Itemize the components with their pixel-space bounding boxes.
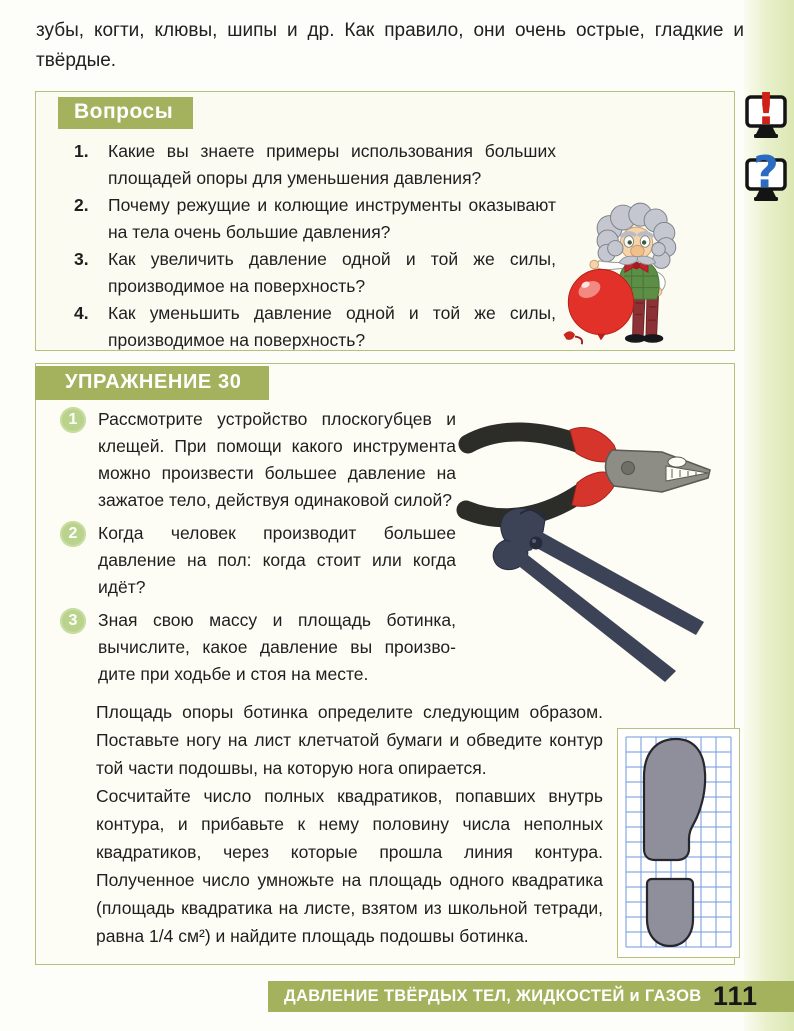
question-number: 3. xyxy=(74,249,89,269)
question-item xyxy=(74,138,566,192)
shoe xyxy=(642,334,663,343)
pliers xyxy=(466,428,710,518)
exercise-item xyxy=(60,607,456,688)
question-text: Почему режущие и колющие инструменты оказывают на тела очень большие давления? xyxy=(108,195,556,242)
footprint-grid-figure xyxy=(617,728,740,958)
nose xyxy=(631,245,644,257)
question-item xyxy=(74,192,566,246)
exercise-header: УПРАЖНЕНИЕ 30 xyxy=(35,366,269,400)
svg-text:!: ! xyxy=(755,84,777,135)
intro-paragraph: зубы, когти, клювы, шипы и др. Как правило, они очень острые, гладкие и твёрдые. xyxy=(36,20,744,71)
question-text: Как уменьшить давление одной и той же силы, производимое на поверхность? xyxy=(108,303,556,350)
exercise-item-text: Зная свою массу и площадь ботинка, вычислите, какое давление вы производите при ходьбе и стоя на месте. xyxy=(98,610,456,684)
question-text: Какие вы знаете примеры использования больших площадей опоры для уменьшения давления? xyxy=(108,141,556,188)
questions-box xyxy=(35,91,735,351)
exercise-box xyxy=(35,363,735,965)
question-monitor-icon xyxy=(744,147,788,205)
question-text: Как увеличить давление одной и той же силы, производимое на поверхность? xyxy=(108,249,556,296)
question-item xyxy=(74,246,566,300)
question-number: 1. xyxy=(74,141,89,161)
alert-monitor-icon xyxy=(744,84,788,142)
red-balloon xyxy=(568,269,633,340)
scientist-with-balloon-illustration xyxy=(550,207,696,349)
exercise-items xyxy=(60,406,456,694)
pliers-and-pincers-photo xyxy=(450,392,742,692)
footer-bar xyxy=(268,981,794,1012)
deflated-balloon xyxy=(564,331,583,344)
exercise-item xyxy=(60,520,456,601)
heel-shape xyxy=(647,879,693,946)
exercise-item-text: Когда человек производит большее давление на пол: когда стоит или когда идёт? xyxy=(98,523,456,597)
item-number-badge: 1 xyxy=(60,407,86,433)
paragraph: Площадь опоры ботинка определите следующим образом. Поставьте ногу на лист клетчатой бумаги и обведите контур той части подошвы, на которую нога опирается. xyxy=(96,702,603,778)
question-number: 4. xyxy=(74,303,89,323)
exercise-paragraphs xyxy=(96,698,740,964)
pants xyxy=(633,295,659,335)
footprint-on-grid xyxy=(618,729,739,957)
question-number: 2. xyxy=(74,195,89,215)
paragraph: Сосчитайте число полных квадратиков, попавших внутрь контура, и прибавьте к нему половину числа неполных квадратиков, через которые прошла линия контура. Полученное число умножьте на площадь одного квадратика (площадь квадратика на листе, взятом из школьной тетради, равна 1/4 см²) и найдите площадь подошвы ботинка. xyxy=(96,786,603,946)
item-number-badge: 3 xyxy=(60,608,86,634)
exercise-item-text: Рассмотрите устройство плоскогубцев и клещей. При помощи какого инструмента можно произвести большее давление на зажатое тело, действуя одинаковой силой? xyxy=(98,409,456,510)
question-item xyxy=(74,300,566,354)
questions-header: Вопросы xyxy=(58,97,193,129)
svg-text:?: ? xyxy=(753,147,779,198)
chapter-title: ДАВЛЕНИЕ ТВЁРДЫХ ТЕЛ, ЖИДКОСТЕЙ и ГАЗОВ xyxy=(284,987,702,1005)
questions-list xyxy=(74,138,566,354)
page-number: 111 xyxy=(712,981,758,1011)
pincers xyxy=(493,508,704,682)
item-number-badge: 2 xyxy=(60,521,86,547)
exercise-item xyxy=(60,406,456,514)
